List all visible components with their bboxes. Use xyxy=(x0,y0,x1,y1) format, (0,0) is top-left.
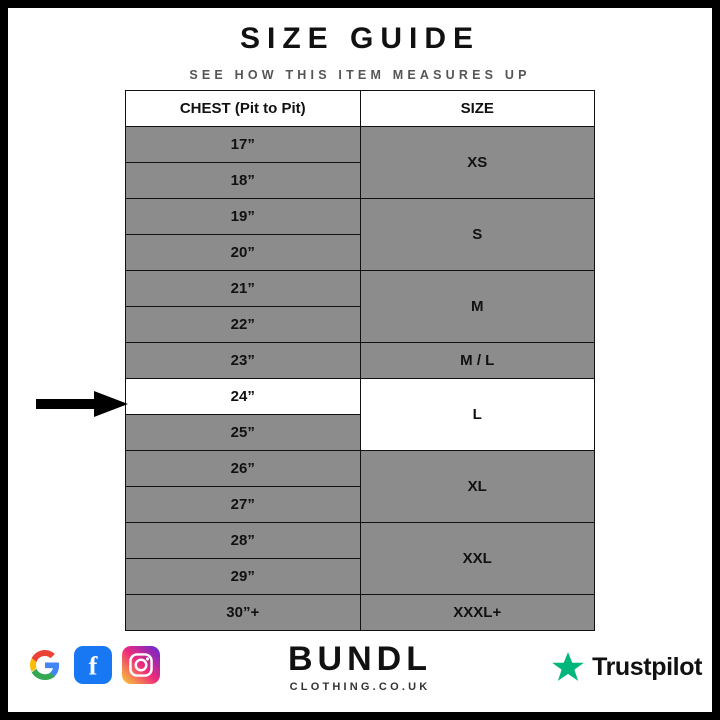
chest-cell: 17” xyxy=(126,127,361,163)
page-title: SIZE GUIDE xyxy=(239,22,481,55)
chest-cell: 29” xyxy=(126,559,361,595)
svg-text:f: f xyxy=(88,651,98,680)
size-cell: XS xyxy=(360,127,595,199)
chest-cell: 30”+ xyxy=(126,595,361,631)
size-cell: M xyxy=(360,271,595,343)
table-row xyxy=(126,127,595,163)
table-header-row xyxy=(126,91,595,127)
table-row xyxy=(126,451,595,487)
table-row-highlighted xyxy=(126,379,595,415)
table-row xyxy=(126,343,595,379)
chest-cell: 26” xyxy=(126,451,361,487)
size-cell: M / L xyxy=(360,343,595,379)
size-cell: XXXL+ xyxy=(360,595,595,631)
footer xyxy=(8,640,712,712)
chest-cell: 25” xyxy=(126,415,361,451)
chest-cell: 18” xyxy=(126,163,361,199)
size-table-container xyxy=(125,90,595,631)
table-row xyxy=(126,271,595,307)
right-arrow-icon xyxy=(36,391,128,417)
chest-cell: 19” xyxy=(126,199,361,235)
chest-cell: 27” xyxy=(126,487,361,523)
chest-cell-selected: 24” xyxy=(126,379,361,415)
trustpilot-label: Trustpilot xyxy=(592,652,702,681)
size-guide-card xyxy=(8,8,712,712)
table-row xyxy=(126,523,595,559)
size-cell: XXL xyxy=(360,523,595,595)
column-header-chest: CHEST (Pit to Pit) xyxy=(126,91,361,127)
table-row xyxy=(126,595,595,631)
table-row xyxy=(126,199,595,235)
chest-cell: 20” xyxy=(126,235,361,271)
size-cell: XL xyxy=(360,451,595,523)
chest-cell: 23” xyxy=(126,343,361,379)
brand-website: CLOTHING.CO.UK xyxy=(289,681,431,693)
column-header-size: SIZE xyxy=(360,91,595,127)
size-table xyxy=(125,90,595,631)
trustpilot-badge[interactable] xyxy=(551,650,702,684)
chest-cell: 28” xyxy=(126,523,361,559)
trustpilot-star-icon xyxy=(551,650,585,684)
brand-name: BUNDL xyxy=(288,640,432,678)
size-cell-selected: L xyxy=(360,379,595,451)
chest-cell: 22” xyxy=(126,307,361,343)
size-cell: S xyxy=(360,199,595,271)
chest-cell: 21” xyxy=(126,271,361,307)
page-subtitle: SEE HOW THIS ITEM MEASURES UP xyxy=(189,68,531,82)
